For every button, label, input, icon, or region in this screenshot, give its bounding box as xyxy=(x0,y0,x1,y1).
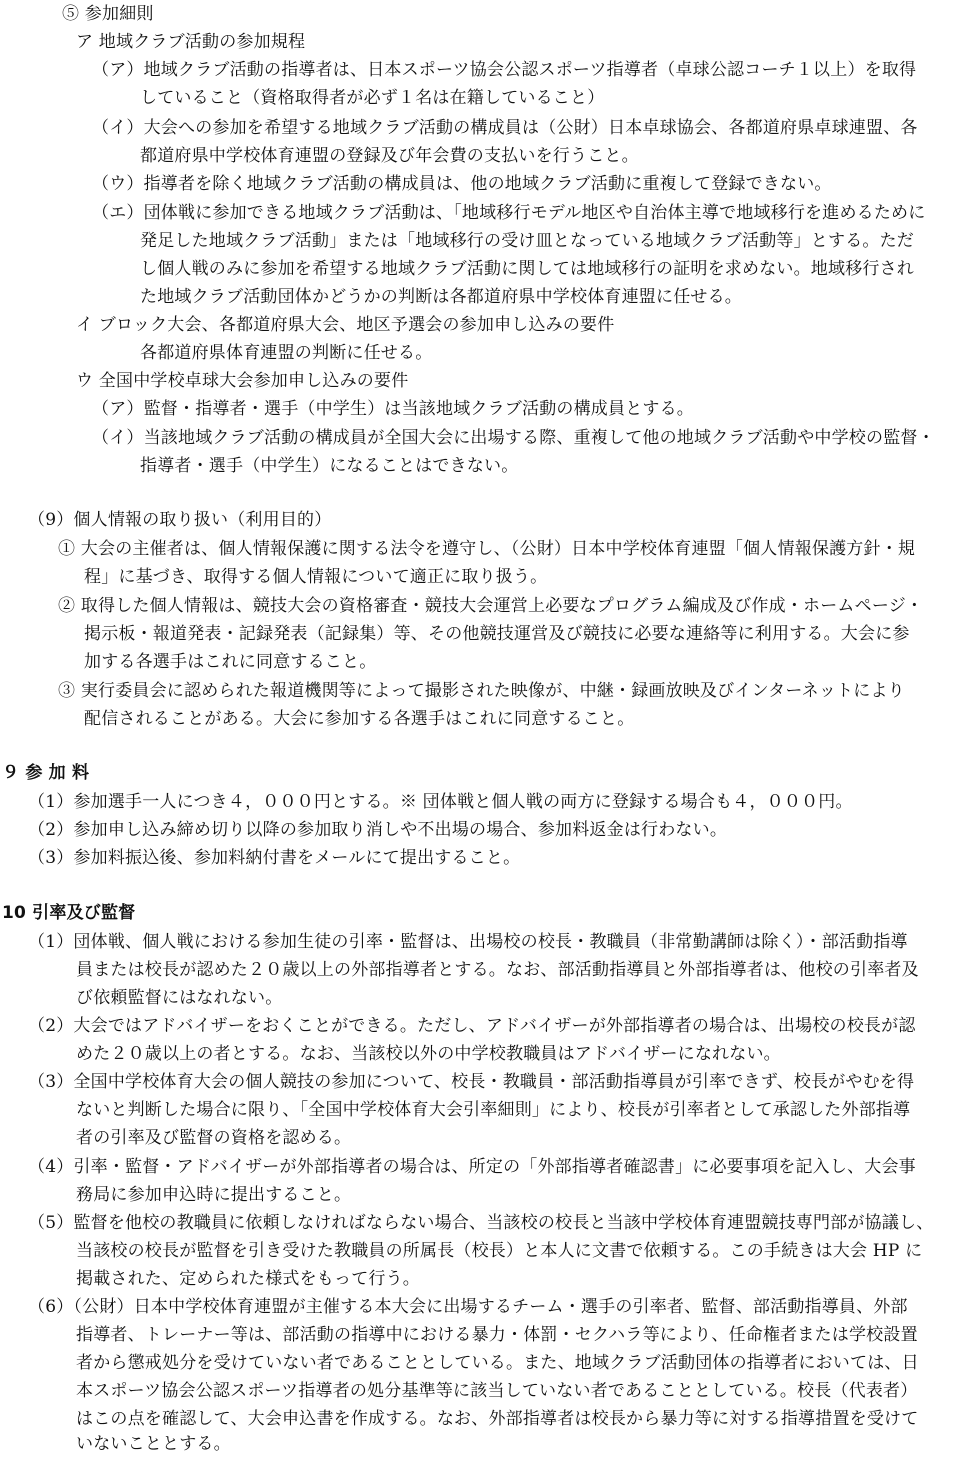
item-10-6-line-1: （6）（公財）日本中学校体育連盟が主催する本大会に出場するチーム・選手の引率者、監督、部活動指導員、外部 xyxy=(28,1297,908,1317)
item-10-6-line-5: はこの点を確認して、大会申込書を作成する。なお、外部指導者は校長から暴力等に対する指導措置を受けて xyxy=(76,1409,919,1429)
item-10-5-line-3: 掲載された、定められた様式をもって行う。 xyxy=(76,1269,420,1289)
item-10-2-line-1: （2）大会ではアドバイザーをおくことができる。ただし、アドバイザーが外部指導者の場合は、出場校の校長が認 xyxy=(28,1016,916,1036)
section-5-heading: ⑤ 参加細則 xyxy=(62,4,154,24)
section-5a-heading: ア 地域クラブ活動の参加規程 xyxy=(76,32,306,52)
item-10-1-line-3: び依頼監督にはなれない。 xyxy=(76,988,283,1008)
item-9p-2-line-1: ② 取得した個人情報は、競技大会の資格審査・競技大会運営上必要なプログラム編成及び作成・ホームページ・ xyxy=(58,596,924,616)
section-5b-text: 各都道府県体育連盟の判断に任せる。 xyxy=(140,343,433,363)
section-9-personal-heading: （9）個人情報の取り扱い（利用目的） xyxy=(28,510,332,530)
item-5a-a-line-1: （ア）地域クラブ活動の指導者は、日本スポーツ協会公認スポーツ指導者（卓球公認コーチ１以上）を取得 xyxy=(92,60,917,80)
item-10-5-line-1: （5）監督を他校の教職員に依頼しなければならない場合、当該校の校長と当該中学校体育連盟競技専門部が協議し、 xyxy=(28,1213,934,1233)
item-10-6-line-6: いないこととする。 xyxy=(76,1434,231,1454)
item-10-4-line-1: （4）引率・監督・アドバイザーが外部指導者の場合は、所定の「外部指導者確認書」に必要事項を記入し、大会事 xyxy=(28,1157,916,1177)
section-9-heading: ９ 参 加 料 xyxy=(2,763,90,783)
item-9p-3-line-1: ③ 実行委員会に認められた報道機関等によって撮影された映像が、中継・録画放映及びインターネットにより xyxy=(58,681,905,701)
item-5c-i-line-2: 指導者・選手（中学生）になることはできない。 xyxy=(140,456,519,476)
item-5a-e-line-2: 発足した地域クラブ活動」または「地域移行の受け皿となっている地域クラブ活動等」とする。ただ xyxy=(140,231,914,251)
item-5a-a-line-2: していること（資格取得者が必ず１名は在籍していること） xyxy=(140,88,605,108)
item-10-5-line-2: 当該校の校長が監督を引き受けた教職員の所属長（校長）と本人に文書で依頼する。この手続きは大会 HP に xyxy=(76,1241,923,1261)
item-10-3-line-2: ないと判断した場合に限り、「全国中学校体育大会引率細則」により、校長が引率者として承認した外部指導 xyxy=(76,1100,911,1120)
item-9p-2-line-2: 掲示板・報道発表・記録発表（記録集）等、その他競技運営及び競技に必要な連絡等に利用する。大会に参 xyxy=(84,624,910,644)
item-9-1: （1）参加選手一人につき４，０００円とする。※ 団体戦と個人戦の両方に登録する場合も４，０００円。 xyxy=(28,792,853,812)
item-9-3: （3）参加料振込後、参加料納付書をメールにて提出すること。 xyxy=(28,848,521,868)
item-10-6-line-2: 指導者、トレーナー等は、部活動の指導中における暴力・体罰・セクハラ等により、任命権者または学校設置 xyxy=(76,1325,918,1345)
section-5c-heading: ウ 全国中学校卓球大会参加申し込みの要件 xyxy=(76,371,409,391)
item-10-2-line-2: めた２０歳以上の者とする。なお、当該校以外の中学校教職員はアドバイザーになれない。 xyxy=(76,1044,781,1064)
item-9p-3-line-2: 配信されることがある。大会に参加する各選手はこれに同意すること。 xyxy=(84,709,635,729)
item-9p-1-line-2: 程」に基づき、取得する個人情報について適正に取り扱う。 xyxy=(84,567,548,587)
section-10-heading: 10 引率及び監督 xyxy=(2,903,136,923)
item-10-1-line-2: 員または校長が認めた２０歳以上の外部指導者とする。なお、部活動指導員と外部指導者は、他校の引率者及 xyxy=(76,960,919,980)
item-9p-2-line-3: 加する各選手はこれに同意すること。 xyxy=(84,652,377,672)
item-10-3-line-1: （3）全国中学校体育大会の個人競技の参加について、校長・教職員・部活動指導員が引率できず、校長がやむを得 xyxy=(28,1072,915,1092)
item-5a-i-line-2: 都道府県中学校体育連盟の登録及び年会費の支払いを行うこと。 xyxy=(140,146,639,166)
item-5a-e-line-1: （エ）団体戦に参加できる地域クラブ活動は、「地域移行モデル地区や自治体主導で地域移行を進めるために xyxy=(92,203,926,223)
item-9-2: （2）参加申し込み締め切り以降の参加取り消しや不出場の場合、参加料返金は行わない。 xyxy=(28,820,728,840)
item-5c-i-line-1: （イ）当該地域クラブ活動の構成員が全国大会に出場する際、重複して他の地域クラブ活動や中学校の監督・ xyxy=(92,428,935,448)
item-5a-u-line-1: （ウ）指導者を除く地域クラブ活動の構成員は、他の地域クラブ活動に重複して登録できない。 xyxy=(92,174,832,194)
item-10-6-line-3: 者から懲戒処分を受けていない者であることとしている。また、地域クラブ活動団体の指導者においては、日 xyxy=(76,1353,919,1373)
item-5a-i-line-1: （イ）大会への参加を希望する地域クラブ活動の構成員は（公財）日本卓球協会、各都道府県卓球連盟、各 xyxy=(92,118,918,138)
item-10-6-line-4: 本スポーツ協会公認スポーツ指導者の処分基準等に該当していない者であることとしている。校長（代表者） xyxy=(76,1381,918,1401)
item-10-1-line-1: （1）団体戦、個人戦における参加生徒の引率・監督は、出場校の校長・教職員（非常勤講師は除く）・部活動指導 xyxy=(28,932,908,952)
item-5c-a-line-1: （ア）監督・指導者・選手（中学生）は当該地域クラブ活動の構成員とする。 xyxy=(92,399,694,419)
item-5a-e-line-4: た地域クラブ活動団体かどうかの判断は各都道府県中学校体育連盟に任せる。 xyxy=(140,287,742,307)
section-5b-heading: イ ブロック大会、各都道府県大会、地区予選会の参加申し込みの要件 xyxy=(76,315,615,335)
item-5a-e-line-3: し個人戦のみに参加を希望する地域クラブ活動に関しては地域移行の証明を求めない。地域移行され xyxy=(140,259,914,279)
item-9p-1-line-1: ① 大会の主催者は、個人情報保護に関する法令を遵守し、（公財）日本中学校体育連盟「個人情報保護方針・規 xyxy=(58,539,916,559)
item-10-4-line-2: 務局に参加申込時に提出すること。 xyxy=(76,1185,352,1205)
item-10-3-line-3: 者の引率及び監督の資格を認める。 xyxy=(76,1128,352,1148)
